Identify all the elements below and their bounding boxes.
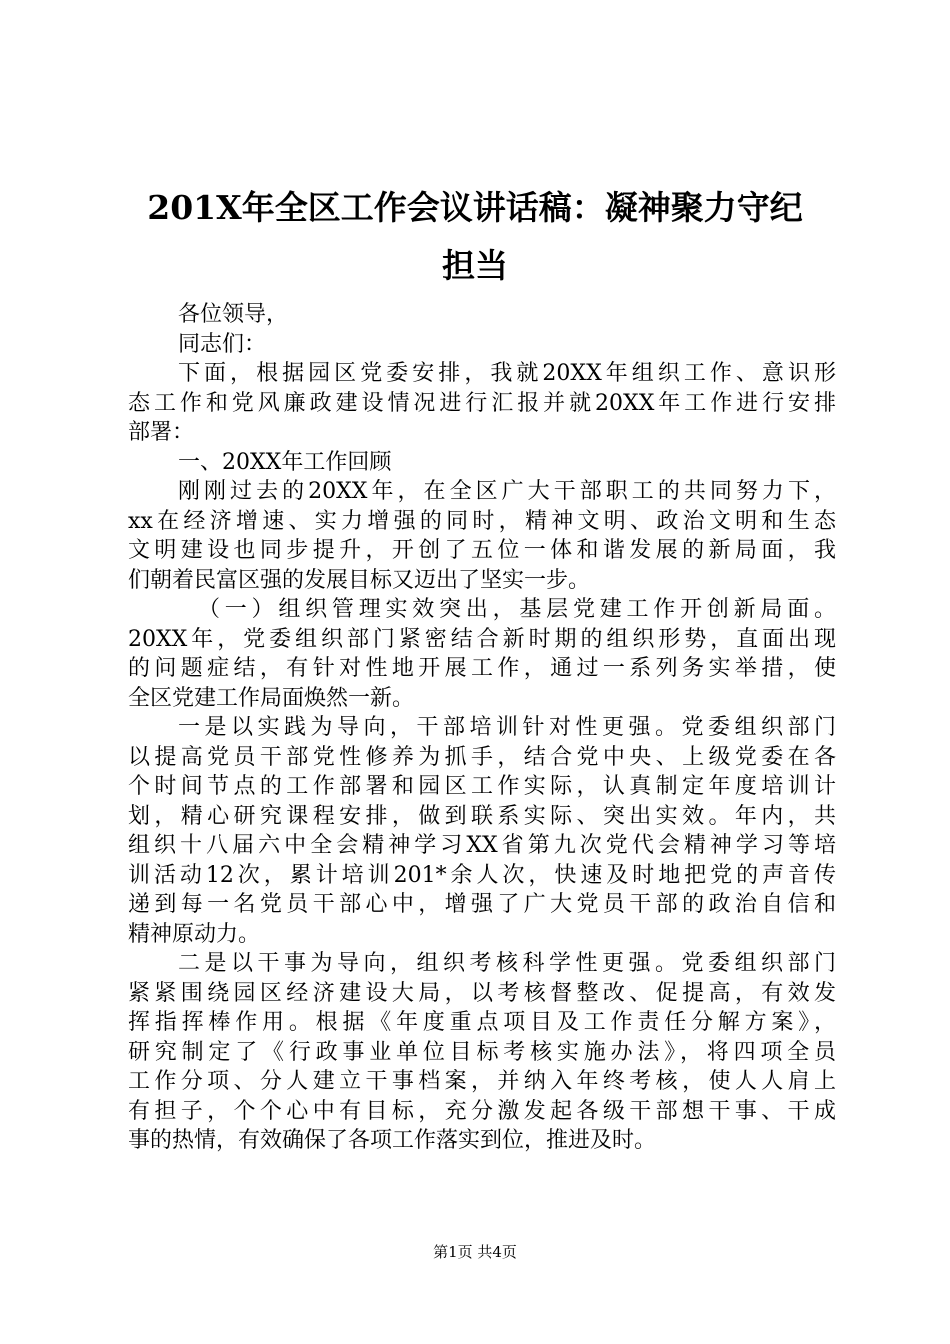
- document-body: [128, 300, 836, 1156]
- paragraph-line: 挥指挥棒作用。根据《年度重点项目及工作责任分解方案》，: [128, 1010, 836, 1035]
- paragraph-line: 二是以干事为导向，组织考核科学性更强。党委组织部门: [178, 951, 836, 976]
- paragraph-line: 组织十八届六中全会精神学习XX省第九次党代会精神学习等培: [128, 833, 836, 858]
- document-title-line-1: 201X年全区工作会议讲话稿：凝神聚力守纪: [147, 188, 803, 227]
- paragraph-line: 个时间节点的工作部署和园区工作实际，认真制定年度培训计: [128, 774, 836, 799]
- paragraph-line: 下面，根据园区党委安排，我就20XX年组织工作、意识形: [178, 361, 836, 386]
- paragraph-line: 部署：: [128, 420, 195, 445]
- salutation-line: 各位领导，: [178, 302, 289, 327]
- paragraph-line: 精神原动力。: [128, 921, 261, 947]
- page-number-footer: 第1页 共4页: [433, 1243, 517, 1261]
- paragraph-line: 一是以实践为导向，干部培训针对性更强。党委组织部门: [178, 715, 836, 740]
- paragraph-line: 工作分项、分人建立干事档案，并纳入年终考核，使人人肩上: [128, 1069, 836, 1094]
- paragraph-line: 以提高党员干部党性修养为抓手，结合党中央、上级党委在各: [128, 744, 836, 770]
- paragraph-line: 全区党建工作局面焕然一新。: [128, 685, 415, 711]
- salutation-line: 同志们：: [178, 331, 267, 357]
- paragraph-line: 刚刚过去的20XX年，在全区广大干部职工的共同努力下，: [178, 479, 836, 504]
- paragraph-line: 递到每一名党员干部心中，增强了广大党员干部的政治自信和: [128, 892, 836, 917]
- paragraph-line: 划，精心研究课程安排，做到联系实际、突出实效。年内，共: [128, 803, 836, 829]
- paragraph-line: 训活动12次，累计培训201*余人次，快速及时地把党的声音传: [128, 862, 836, 888]
- paragraph-line: 事的热情，有效确保了各项工作落实到位，推进及时。: [128, 1128, 657, 1153]
- paragraph-line: 有担子，个个心中有目标，充分激发起各级干部想干事、干成: [128, 1098, 836, 1124]
- subsection-heading: （一）组织管理实效突出，基层党建工作开创新局面。: [198, 597, 836, 622]
- section-heading: 一、20XX年工作回顾: [178, 449, 392, 475]
- paragraph-line: 文明建设也同步提升，开创了五位一体和谐发展的新局面，我: [128, 538, 836, 563]
- paragraph-line: xx在经济增速、实力增强的同时，精神文明、政治文明和生态: [128, 508, 836, 534]
- paragraph-line: 紧紧围绕园区经济建设大局，以考核督整改、促提高，有效发: [128, 980, 836, 1006]
- paragraph-line: 们朝着民富区强的发展目标又迈出了坚实一步。: [128, 567, 591, 593]
- paragraph-line: 研究制定了《行政事业单位目标考核实施办法》，将四项全员: [128, 1039, 836, 1065]
- document-title-line-2: 担当: [442, 246, 508, 285]
- paragraph-line: 态工作和党风廉政建设情况进行汇报并就20XX年工作进行安排: [128, 390, 836, 416]
- paragraph-line: 的问题症结，有针对性地开展工作，通过一系列务实举措，使: [128, 656, 836, 681]
- paragraph-line: 20XX年，党委组织部门紧密结合新时期的组织形势，直面出现: [128, 626, 836, 652]
